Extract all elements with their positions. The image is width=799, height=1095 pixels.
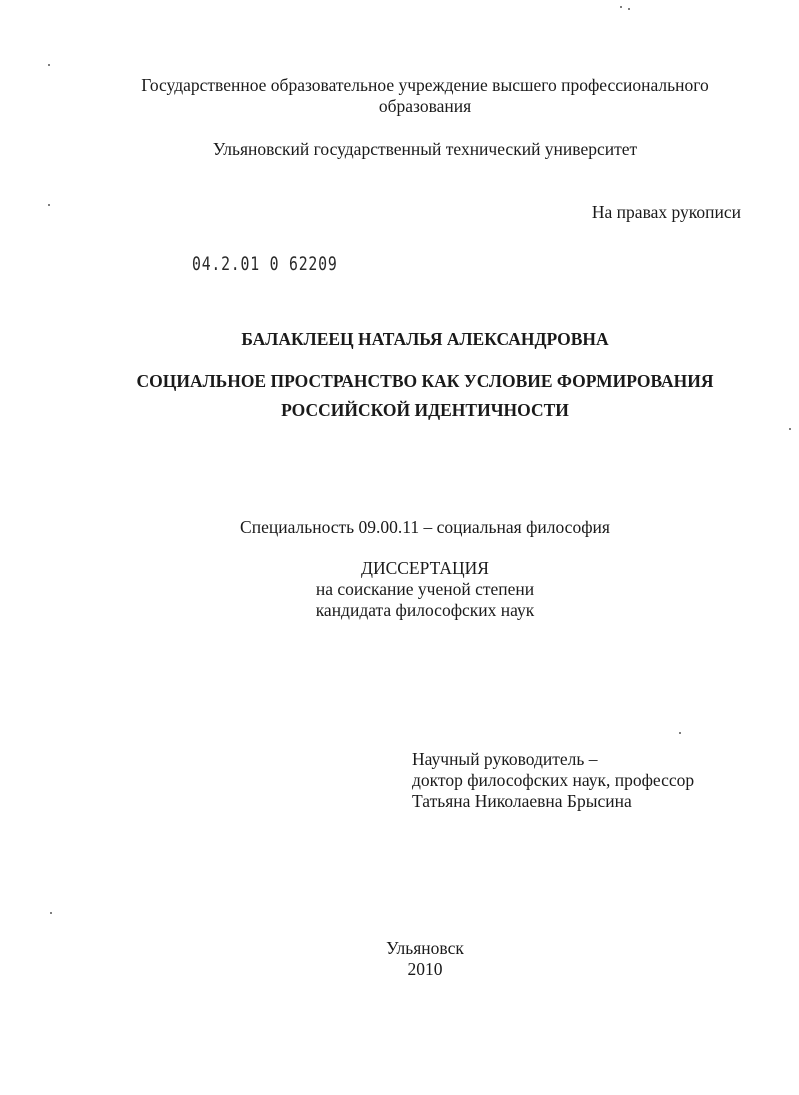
manuscript-note: На правах рукописи <box>591 202 741 222</box>
scan-speck <box>789 428 791 430</box>
institution-line-2: образования <box>378 96 472 116</box>
degree-type: ДИССЕРТАЦИЯ <box>361 558 489 578</box>
author-name: БАЛАКЛЕЕЦ НАТАЛЬЯ АЛЕКСАНДРОВНА <box>241 329 609 349</box>
supervisor-role: Научный руководитель – <box>412 749 598 769</box>
title-line-2: РОССИЙСКОЙ ИДЕНТИЧНОСТИ <box>281 400 569 420</box>
supervisor-name: Татьяна Николаевна Брысина <box>412 791 632 811</box>
scan-speck <box>50 912 52 914</box>
degree-line-2: кандидата философских наук <box>315 600 535 620</box>
specialty: Специальность 09.00.11 – социальная философия <box>240 517 610 537</box>
degree-line-1: на соискание ученой степени <box>315 579 535 599</box>
scan-speck <box>620 6 622 8</box>
supervisor-credentials: доктор философских наук, профессор <box>412 770 695 790</box>
scan-speck <box>628 8 630 10</box>
city: Ульяновск <box>386 938 464 958</box>
registration-code: 04.2.01 0 62209 <box>192 253 338 275</box>
title-line-1: СОЦИАЛЬНОЕ ПРОСТРАНСТВО КАК УСЛОВИЕ ФОРМИРОВАНИЯ <box>136 371 714 391</box>
scan-speck <box>48 64 50 66</box>
scan-speck <box>679 732 681 734</box>
year: 2010 <box>407 959 443 979</box>
scan-speck <box>48 204 50 206</box>
university-name: Ульяновский государственный технический университет <box>212 139 638 159</box>
institution-line-1: Государственное образовательное учреждение высшего профессионального <box>141 75 709 95</box>
